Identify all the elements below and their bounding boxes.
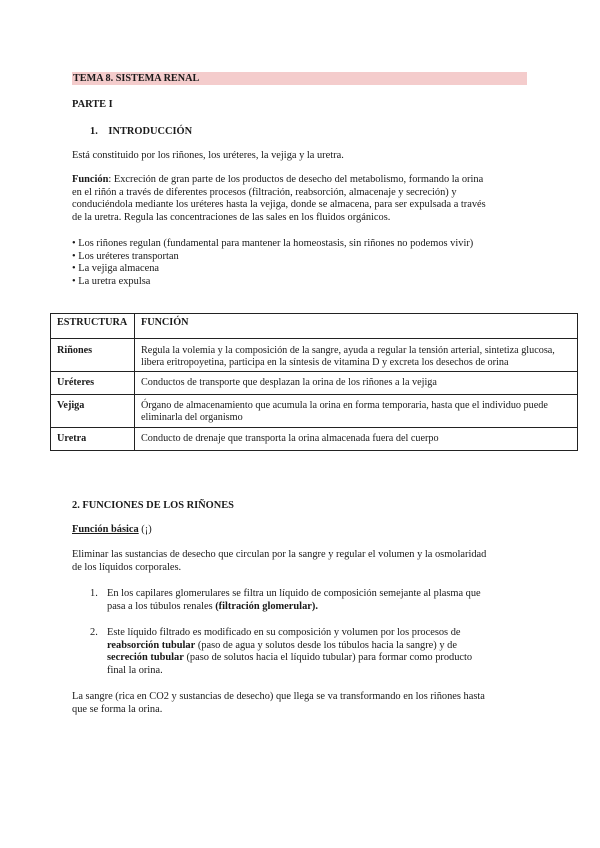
item1-line-2: pasa a los túbulos renales: [107, 600, 216, 612]
closing-paragraph: [72, 691, 532, 716]
function-line-1: : Excreción de gran parte de los productos de desecho del metabolismo, formando la orina: [108, 174, 484, 185]
header-structure: ESTRUCTURA: [51, 314, 135, 339]
bullet-item: • Los uréteres transportan: [72, 250, 179, 262]
section2-intro: [72, 549, 532, 574]
item2-line-4: final la orina.: [107, 664, 163, 676]
cell-structure: Uretra: [51, 428, 135, 451]
function-line-4: de la uretra. Regula las concentraciones de las sales en los fluidos orgánicos.: [72, 211, 391, 223]
cell-function: Conducto de drenaje que transporta la orina almacenada fuera del cuerpo: [135, 428, 578, 451]
document-title: TEMA 8. SISTEMA RENAL: [73, 73, 200, 84]
item2-line-1: Este líquido filtrado es modificado en su composición y volumen por los procesos de: [107, 627, 461, 638]
bullet-item: • La vejiga almacena: [72, 263, 160, 275]
section2-subheading: [72, 524, 152, 537]
item1-line-1: En los capilares glomerulares se filtra un líquido de composición semejante al plasma que: [107, 588, 481, 599]
item-number: 2.: [90, 627, 98, 638]
closing-line: La sangre (rica en CO2 y sustancias de desecho) que llega se va transformando en los riñones hasta: [72, 691, 485, 702]
section1-title: INTRODUCCIÓN: [108, 126, 193, 137]
function-line-2: en el riñón a través de diferentes procesos (filtración, reabsorción, almacenaje y secreción) y: [72, 186, 457, 198]
section1-function-paragraph: [72, 174, 532, 224]
item2-line-3: (paso de solutos hacia el líquido tubular) para formar como producto: [183, 652, 473, 664]
cell-structure: Vejiga: [51, 395, 135, 428]
numbered-item-1: [90, 588, 540, 613]
cell-function: Regula la volemia y la composición de la sangre, ayuda a regular la tensión arterial, sintetiza glucosa, libera eritropoyetina, participa en la síntesis de vitamina D y excreta los desechos de orina: [135, 339, 578, 372]
item-number: 1.: [90, 588, 98, 599]
header-function: FUNCIÓN: [135, 314, 578, 339]
table-row: [51, 428, 578, 451]
numbered-item-2: [90, 627, 540, 677]
basic-function-label: Función básica: [72, 524, 139, 535]
intro-line: Eliminar las sustancias de desecho que circulan por la sangre y regular el volumen y la osmolaridad: [72, 549, 487, 560]
organ-bullet-list: [72, 238, 542, 288]
table-header-row: [51, 314, 578, 339]
basic-function-suffix: (¡): [138, 524, 152, 535]
cell-structure: Riñones: [51, 339, 135, 372]
section1-intro: Está constituido por los riñones, los uréteres, la vejiga y la uretra.: [72, 150, 344, 161]
glomerular-filtration-term: (filtración glomerular).: [215, 600, 318, 612]
function-line-3: conduciéndola mediante los uréteres hasta la vejiga, donde se almacena, para ser expulsada a través: [72, 199, 486, 211]
item2-line-2: (paso de agua y solutos desde los túbulos hacia la sangre) y de: [195, 639, 457, 651]
tubular-reabsorption-term: reabsorción tubular: [107, 639, 196, 651]
cell-structure: Uréteres: [51, 372, 135, 395]
table-row: [51, 372, 578, 395]
structure-function-table: [50, 313, 578, 451]
table-row: [51, 339, 578, 372]
bullet-item: • Los riñones regulan (fundamental para mantener la homeostasis, sin riñones no podemos vivir): [72, 238, 474, 249]
tubular-secretion-term: secreción tubular: [107, 652, 184, 664]
function-label: Función: [72, 174, 109, 185]
document-title-bar: [72, 72, 527, 85]
table-row: [51, 395, 578, 428]
section1-number: 1.: [90, 126, 98, 137]
part-heading: PARTE I: [72, 99, 113, 110]
cell-function: Conductos de transporte que desplazan la orina de los riñones a la vejiga: [135, 372, 578, 395]
section1-heading: [90, 126, 192, 139]
bullet-item: • La uretra expulsa: [72, 275, 151, 287]
intro-line: de los líquidos corporales.: [72, 561, 182, 573]
closing-line: que se forma la orina.: [72, 703, 163, 715]
cell-function: Órgano de almacenamiento que acumula la orina en forma temporaria, hasta que el individuo puede eliminarla del organismo: [135, 395, 578, 428]
section2-heading: 2. FUNCIONES DE LOS RIÑONES: [72, 500, 234, 511]
